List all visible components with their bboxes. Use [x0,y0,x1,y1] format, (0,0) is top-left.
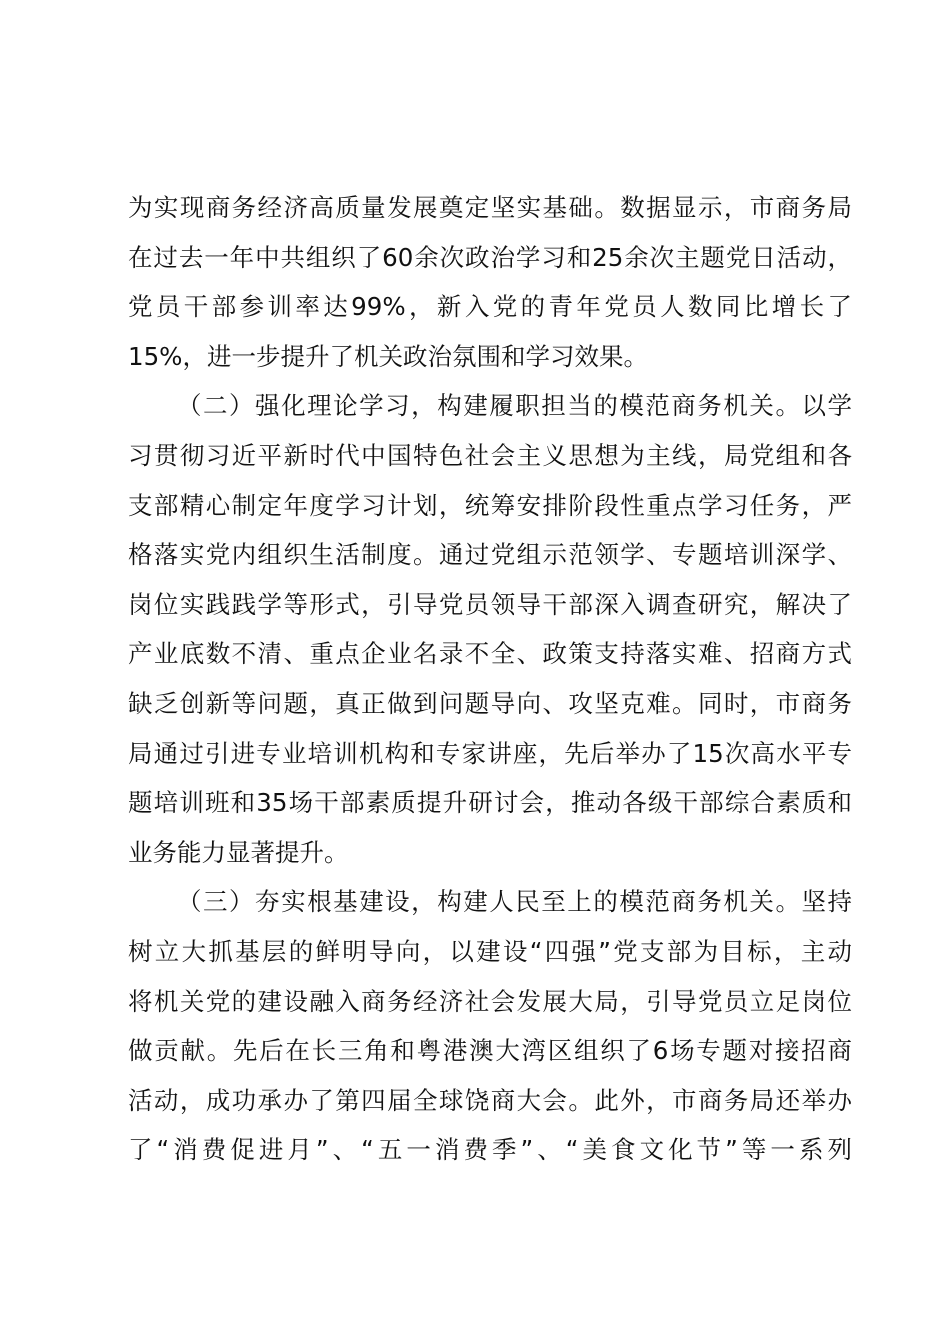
text-line: 业务能力显著提升。 [128,837,349,867]
text-line: 将机关党的建设融入商务经济社会发展大局，引导党员立足岗位 [128,986,852,1016]
text-line: 习贯彻习近平新时代中国特色社会主义思想为主线，局党组和各 [128,440,852,470]
text-line: 了“消费促进月”、“五一消费季”、“美食文化节”等一系列 [128,1135,852,1165]
text-line: 党员干部参训率达99%，新入党的青年党员人数同比增长了 [128,292,852,322]
text-line: 15%，进一步提升了机关政治氛围和学习效果。 [128,341,648,371]
text-line: 支部精心制定年度学习计划，统筹安排阶段性重点学习任务，严 [128,490,852,520]
text-line: 岗位实践践学等形式，引导党员领导干部深入调查研究，解决了 [128,589,852,619]
text-line: 树立大抓基层的鲜明导向，以建设“四强”党支部为目标，主动 [128,936,852,966]
text-line: 活动，成功承办了第四届全球饶商大会。此外，市商务局还举办 [128,1085,852,1115]
text-line: 题培训班和35场干部素质提升研讨会，推动各级干部综合素质和 [128,788,852,818]
text-line: 局通过引进专业培训机构和专家讲座，先后举办了15次高水平专 [128,738,852,768]
text-line: 为实现商务经济高质量发展奠定坚实基础。数据显示，市商务局 [128,193,852,222]
text-line: 缺乏创新等问题，真正做到问题导向、攻坚克难。同时，市商务 [128,688,852,718]
text-line: 做贡献。先后在长三角和粤港澳大湾区组织了6场专题对接招商 [128,1036,852,1066]
text-line: 格落实党内组织生活制度。通过党组示范领学、专题培训深学、 [128,540,852,570]
text-line: 产业底数不清、重点企业名录不全、政策支持落实难、招商方式 [128,639,852,669]
body-text [128,183,852,1175]
section-heading-line: （三）夯实根基建设，构建人民至上的模范商务机关。坚持 [177,887,852,917]
section-heading-line: （二）强化理论学习，构建履职担当的模范商务机关。以学 [177,391,852,421]
text-line: 在过去一年中共组织了60余次政治学习和25余次主题党日活动， [128,242,852,272]
